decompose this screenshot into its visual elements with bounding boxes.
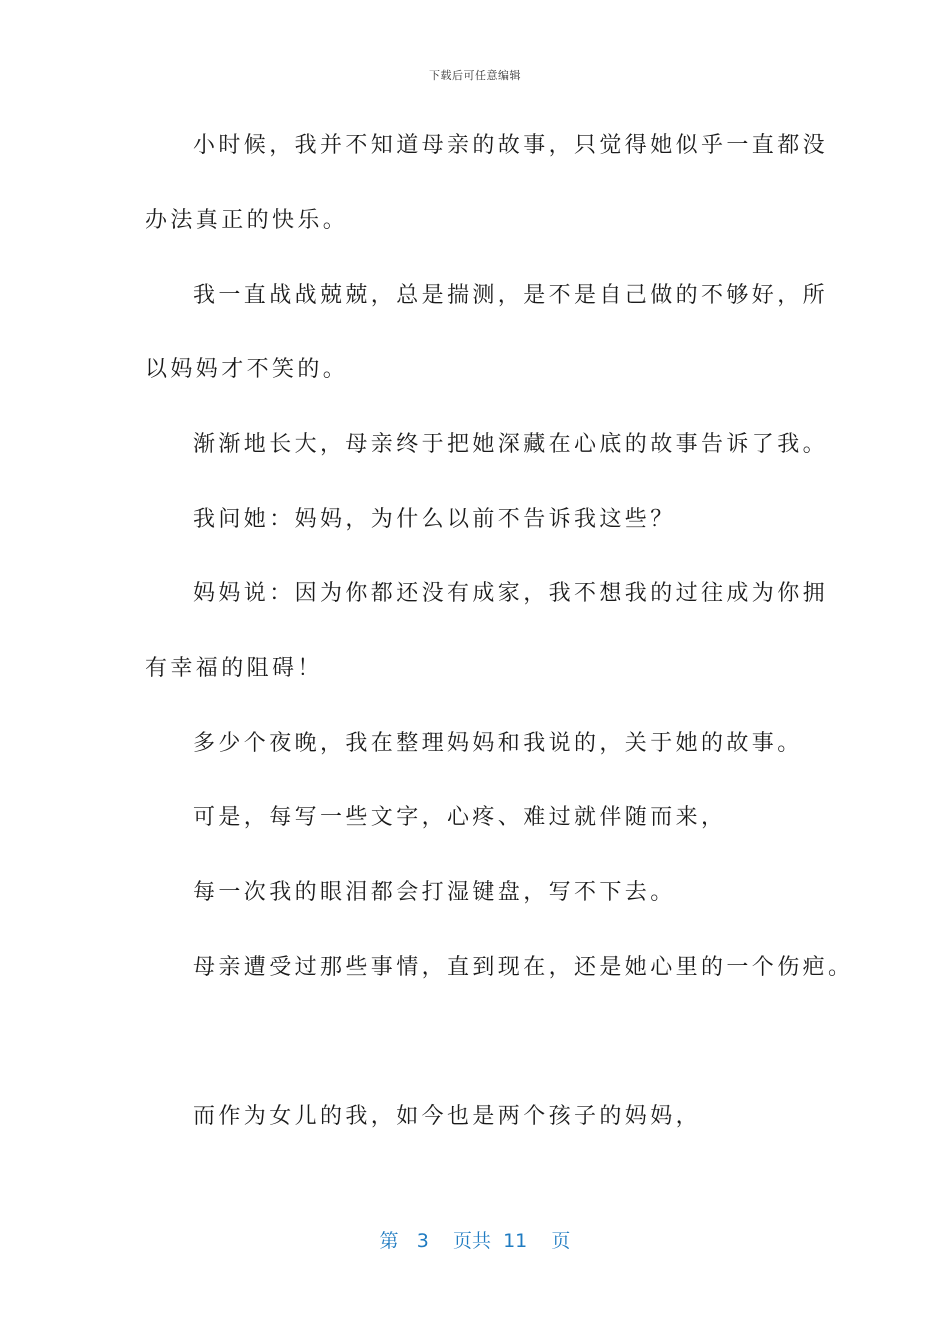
current-page-number: 3 — [416, 1230, 429, 1252]
paragraph-line: 多少个夜晚，我在整理妈妈和我说的，关于她的故事。 — [193, 731, 803, 756]
paragraph-line: 而作为女儿的我，如今也是两个孩子的妈妈， — [193, 1104, 702, 1129]
footer-prefix: 第 — [379, 1230, 399, 1252]
paragraph-line: 我一直战战兢兢，总是揣测，是不是自己做的不够好，所 — [193, 283, 829, 308]
paragraph-line: 可是，每写一些文字，心疼、难过就伴随而来， — [193, 805, 727, 830]
paragraph-line: 母亲遭受过那些事情，直到现在，还是她心里的一个伤疤。 — [193, 955, 854, 980]
footer-middle: 页共 — [452, 1230, 491, 1252]
paragraph-line: 妈妈说：因为你都还没有成家，我不想我的过往成为你拥 — [193, 581, 829, 606]
paragraph-line: 渐渐地长大，母亲终于把她深藏在心底的故事告诉了我。 — [193, 432, 829, 457]
paragraph-line: 小时候，我并不知道母亲的故事，只觉得她似乎一直都没 — [193, 133, 829, 158]
total-pages-number: 11 — [503, 1230, 528, 1252]
footer-suffix: 页 — [551, 1230, 571, 1252]
paragraph-line: 有幸福的阻碍！ — [145, 656, 323, 681]
page-header: 下载后可任意编辑 — [429, 69, 521, 82]
paragraph-line: 每一次我的眼泪都会打湿键盘，写不下去。 — [193, 880, 676, 905]
page-footer — [0, 1226, 950, 1253]
paragraph-line: 我问她：妈妈，为什么以前不告诉我这些？ — [193, 507, 676, 532]
paragraph-line: 以妈妈才不笑的。 — [145, 357, 349, 382]
paragraph-line: 办法真正的快乐。 — [145, 208, 349, 233]
